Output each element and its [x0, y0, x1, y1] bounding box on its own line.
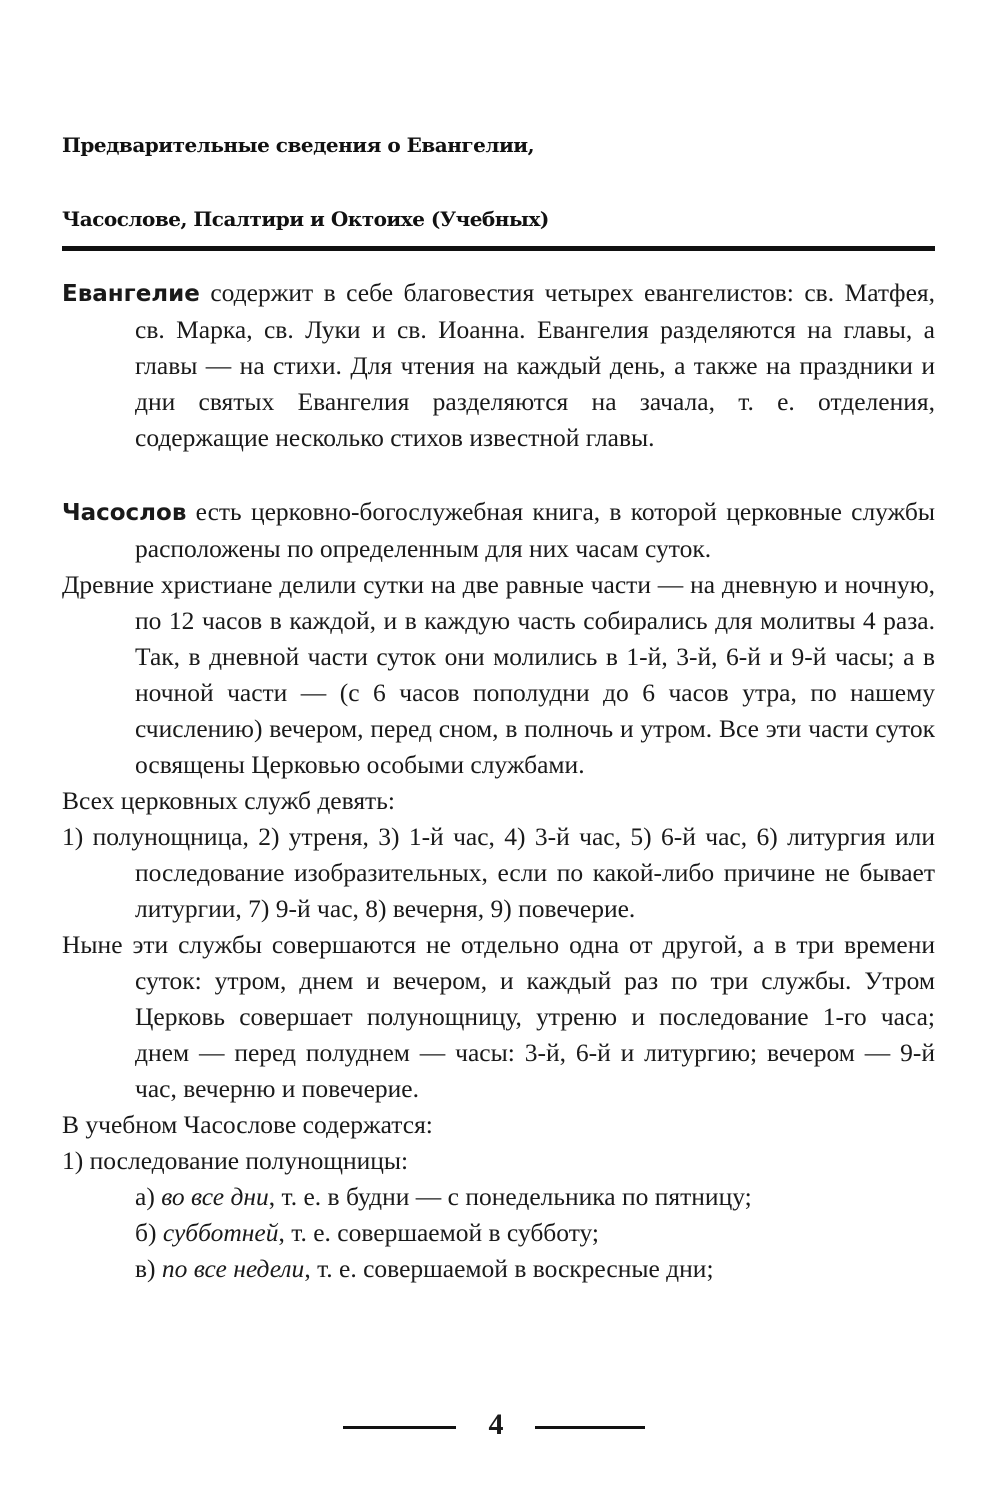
term-gospel: Евангелие [62, 281, 200, 307]
list-subitem: в) по все недели, т. е. совершаемой в воскресные дни; [135, 1254, 714, 1283]
footer-rule-left [343, 1426, 456, 1429]
paragraph-gospel [62, 275, 935, 456]
paragraph-contents-intro: В учебном Часослове содержатся: [62, 1110, 433, 1139]
paragraph-nine-services: Всех церковных служб девять: [62, 786, 395, 815]
paragraph-horologion-text: есть церковно-богослужебная книга, в которой церковные службы расположены по определенным для них часам суток. [135, 497, 935, 563]
term-horologion: Часослов [62, 500, 187, 526]
page-footer [0, 1405, 1000, 1445]
list-item-midnight-office: 1) последование полунощницы: [62, 1146, 409, 1175]
paragraph-gospel-text: содержит в себе благовестия четырех евангелистов: св. Матфея, св. Марка, св. Луки и св. Иоанна. Евангелия разделяются на главы, а главы — на стихи. Для чтения на каждый день, а также на праздники и дни святых Евангелия разделяются на зачала, т. е. отделения, содержащие несколько стихов известной главы. [135, 278, 935, 452]
title-line-1: Предварительные сведения о Евангелии, [62, 133, 535, 157]
paragraph-current-practice: Ныне эти службы совершаются не отдельно одна от другой, а в три времени суток: утром, днем и вечером, и каждый раз по три службы. Утром Церковь совершает полунощницу, утреню и последование 1-го часа; днем — перед полуднем — часы: 3-й, 6-й и литургию; вечером — 9-й час, вечерню и повечерие. [62, 930, 935, 1103]
chapter-title [62, 108, 942, 256]
page-number: 4 [488, 1408, 504, 1441]
list-subitem: б) субботней, т. е. совершаемой в субботу; [135, 1218, 599, 1247]
title-line-2: Часослове, Псалтири и Октоихе (Учебных) [62, 207, 549, 231]
paragraph-horologion [62, 494, 935, 567]
paragraph-services-list: 1) полунощница, 2) утреня, 3) 1-й час, 4) 3-й час, 5) 6-й час, 6) литургия или последование изобразительных, если по какой-либо причине не бывает литургии, 7) 9-й час, 8) вечерня, 9) повечерие. [62, 822, 935, 923]
list-subitem: а) во все дни, т. е. в будни — с понедельника по пятницу; [135, 1182, 752, 1211]
title-underline [62, 246, 935, 251]
footer-rule-right [535, 1426, 645, 1429]
paragraph-ancient-christians: Древние христиане делили сутки на две равные части — на дневную и ночную, по 12 часов в каждой, и в каждую часть собирались для молитвы 4 раза. Так, в дневной части суток они молились в 1-й, 3-й, 6-й и 9-й часы; а в ночной части — (с 6 часов пополудни до 6 часов утра, по нашему счислению) вечером, перед сном, в полночь и утром. Все эти части суток освящены Церковью особыми службами. [62, 570, 935, 779]
body-text [62, 275, 935, 1287]
